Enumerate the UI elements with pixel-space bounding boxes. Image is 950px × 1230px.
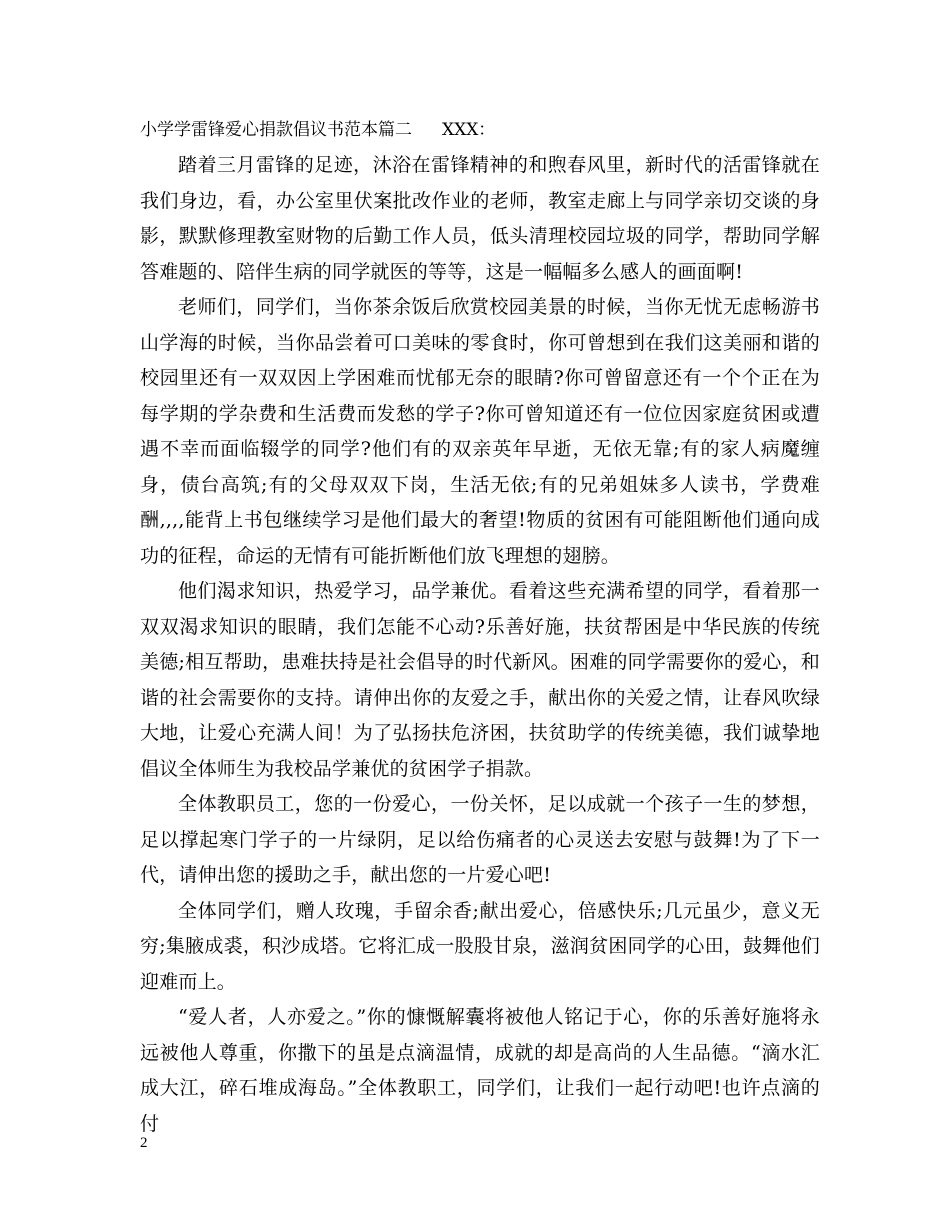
paragraph: 老师们，同学们，当你茶余饭后欣赏校园美景的时候，当你无忧无虑畅游书山学海的时候，当你品尝着可口美味的零食时，你可曾想到在我们这美丽和谐的校园里还有一双双因上学困难而忧郁无奈的眼睛?你可曾留意还有一个个正在为每学期的学杂费和生活费而发愁的学子?你可曾知道还有一位位因家庭贫困或遭遇不幸而面临辍学的同学?他们有的双亲英年早逝，无依无靠;有的家人病魔缠身，债台高筑;有的父母双双下岗，生活无依;有的兄弟姐妹多人读书，学费难酬,,,,能背上书包继续学习是他们最大的奢望!物质的贫困有可能阻断他们通向成功的征程，命运的无情有可能折断他们放飞理想的翅膀。 — [140, 296, 820, 567]
paragraph: 全体教职员工，您的一份爱心，一份关怀，足以成就一个孩子一生的梦想，足以撑起寒门学子的一片绿阴，足以给伤痛者的心灵送去安慰与鼓舞!为了下一代，请伸出您的援助之手，献出您的一片爱心吧! — [140, 793, 820, 886]
document-heading — [140, 112, 820, 148]
document-body — [140, 112, 820, 1142]
page-number: 2 — [140, 1135, 148, 1151]
paragraph: “爱人者，人亦爱之。”你的慷慨解囊将被他人铭记于心，你的乐善好施将永远被他人尊重，你撒下的虽是点滴温情，成就的却是高尚的人生品德。“滴水汇成大江，碎石堆成海岛。”全体教职工，同学们，让我们一起行动吧!也许点滴的付 — [140, 1006, 820, 1135]
paragraph: 踏着三月雷锋的足迹，沐浴在雷锋精神的和煦春风里，新时代的活雷锋就在我们身边，看，办公室里伏案批改作业的老师，教室走廊上与同学亲切交谈的身影，默默修理教室财物的后勤工作人员，低头清理校园垃圾的同学，帮助同学解答难题的、陪伴生病的同学就医的等等，这是一幅幅多么感人的画面啊! — [140, 154, 820, 283]
paragraph: 全体同学们，赠人玫瑰，手留余香;献出爱心，倍感快乐;几元虽少，意义无穷;集腋成裘，积沙成塔。它将汇成一股股甘泉，滋润贫困同学的心田，鼓舞他们迎难而上。 — [140, 899, 820, 993]
paragraph: 他们渴求知识，热爱学习，品学兼优。看着这些充满希望的同学，看着那一双双渴求知识的眼睛，我们怎能不心动?乐善好施，扶贫帮困是中华民族的传统美德;相互帮助，患难扶持是社会倡导的时代新风。困难的同学需要你的爱心，和谐的社会需要你的支持。请伸出你的友爱之手，献出你的关爱之情，让春风吹绿大地，让爱心充满人间！为了弘扬扶危济困，扶贫助学的传统美德，我们诚挚地倡议全体师生为我校品学兼优的贫困学子捐款。 — [140, 580, 820, 780]
document-title: 小学学雷锋爱心捐款倡议书范本篇二 — [140, 120, 412, 140]
addressee: XXX： — [442, 120, 496, 140]
